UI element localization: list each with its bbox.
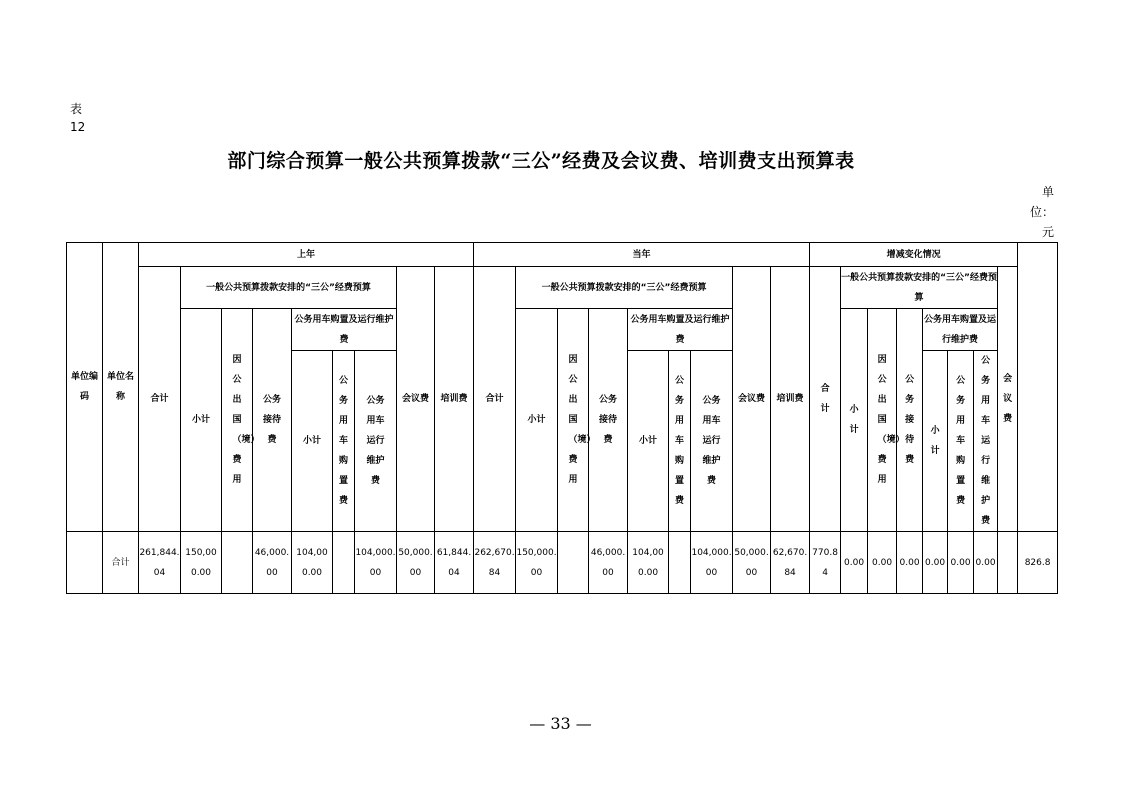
header-change-total: 合计 [810, 267, 841, 532]
header-curr-year: 当年 [474, 243, 810, 267]
header-curr-three-public: 一般公共预算拨款安排的“三公”经费预算 [516, 267, 733, 309]
header-change: 增减变化情况 [810, 243, 1018, 267]
cell-curr-meeting: 50,000.00 [733, 532, 771, 594]
header-prev-training: 培训费 [435, 267, 474, 532]
table-number [70, 100, 85, 136]
cell-change-reception: 0.00 [897, 532, 923, 594]
header-prev-meeting: 会议费 [397, 267, 435, 532]
header-prev-abroad: 因公出国（境）费用 [222, 309, 253, 532]
header-change-subtotal: 小计 [841, 309, 868, 532]
page-title: 部门综合预算一般公共预算拨款“三公”经费及会议费、培训费支出预算表 [227, 150, 855, 172]
cell-change-training: 826.8 [1018, 532, 1058, 594]
page-number: — 33 — [529, 714, 592, 733]
table-number-label: 表 [70, 102, 83, 116]
header-curr-total: 合计 [474, 267, 516, 532]
cell-prev-car-subtotal: 104,000.00 [292, 532, 333, 594]
header-change-abroad: 因公出国（境）费用 [868, 309, 897, 532]
cell-curr-total: 262,670.84 [474, 532, 516, 594]
cell-prev-subtotal: 150,000.00 [181, 532, 222, 594]
header-unit-code: 单位编码 [67, 243, 103, 532]
cell-curr-reception: 46,000.00 [589, 532, 628, 594]
table-row [67, 532, 1058, 594]
cell-curr-abroad [558, 532, 589, 594]
budget-table [66, 242, 1058, 594]
cell-prev-total: 261,844.04 [139, 532, 181, 594]
header-change-three-public: 一般公共预算拨款安排的“三公”经费预算 [841, 267, 998, 309]
cell-prev-reception: 46,000.00 [253, 532, 292, 594]
cell-change-subtotal: 0.00 [841, 532, 868, 594]
header-change-meeting: 会议费 [998, 267, 1018, 532]
cell-prev-training: 61,844.04 [435, 532, 474, 594]
header-curr-training: 培训费 [771, 267, 810, 532]
cell-unit-code [67, 532, 103, 594]
header-change-car-purchase: 公务用车购置费 [948, 351, 974, 532]
table-number-value: 12 [70, 120, 86, 134]
header-prev-subtotal: 小计 [181, 309, 222, 532]
header-prev-three-public: 一般公共预算拨款安排的“三公”经费预算 [181, 267, 397, 309]
header-prev-car-subtotal: 小计 [292, 351, 333, 532]
header-unit-name: 单位名称 [103, 243, 139, 532]
header-curr-car-purchase: 公务用车购置费 [669, 351, 691, 532]
header-prev-total: 合计 [139, 267, 181, 532]
header-prev-car-purchase: 公务用车购置费 [333, 351, 355, 532]
cell-change-abroad: 0.00 [868, 532, 897, 594]
cell-change-car-subtotal: 0.00 [923, 532, 948, 594]
unit-label [1024, 182, 1054, 242]
cell-change-total: 770.84 [810, 532, 841, 594]
header-change-blank [1018, 243, 1058, 532]
header-prev-year: 上年 [139, 243, 474, 267]
header-curr-subtotal: 小计 [516, 309, 558, 532]
header-curr-car-operation: 公务用车运行维护费 [691, 351, 733, 532]
header-change-car-group: 公务用车购置及运行维护费 [923, 309, 998, 351]
cell-change-meeting [998, 532, 1018, 594]
cell-curr-car-purchase [669, 532, 691, 594]
header-change-car-operation: 公务用车运行维护费 [974, 351, 998, 532]
cell-curr-training: 62,670.84 [771, 532, 810, 594]
header-prev-car-group: 公务用车购置及运行维护费 [292, 309, 397, 351]
cell-prev-meeting: 50,000.00 [397, 532, 435, 594]
cell-prev-car-operation: 104,000.00 [355, 532, 397, 594]
cell-change-car-purchase: 0.00 [948, 532, 974, 594]
unit-line-2: 位： [1029, 205, 1054, 219]
header-curr-abroad: 因公出国（境）费用 [558, 309, 589, 532]
unit-line-3: 元 [1041, 225, 1054, 239]
header-prev-reception: 公务接待费 [253, 309, 292, 532]
header-change-car-subtotal: 小计 [923, 351, 948, 532]
cell-curr-car-subtotal: 104,000.00 [628, 532, 669, 594]
cell-prev-car-purchase [333, 532, 355, 594]
header-curr-car-group: 公务用车购置及运行维护费 [628, 309, 733, 351]
cell-curr-subtotal: 150,000.00 [516, 532, 558, 594]
header-curr-car-subtotal: 小计 [628, 351, 669, 532]
unit-line-1: 单 [1041, 185, 1054, 199]
header-change-reception: 公务接待费 [897, 309, 923, 532]
cell-curr-car-operation: 104,000.00 [691, 532, 733, 594]
cell-prev-abroad [222, 532, 253, 594]
cell-change-car-operation: 0.00 [974, 532, 998, 594]
cell-unit-name: 合计 [103, 532, 139, 594]
header-prev-car-operation: 公务用车运行维护费 [355, 351, 397, 532]
header-curr-meeting: 会议费 [733, 267, 771, 532]
header-curr-reception: 公务接待费 [589, 309, 628, 532]
